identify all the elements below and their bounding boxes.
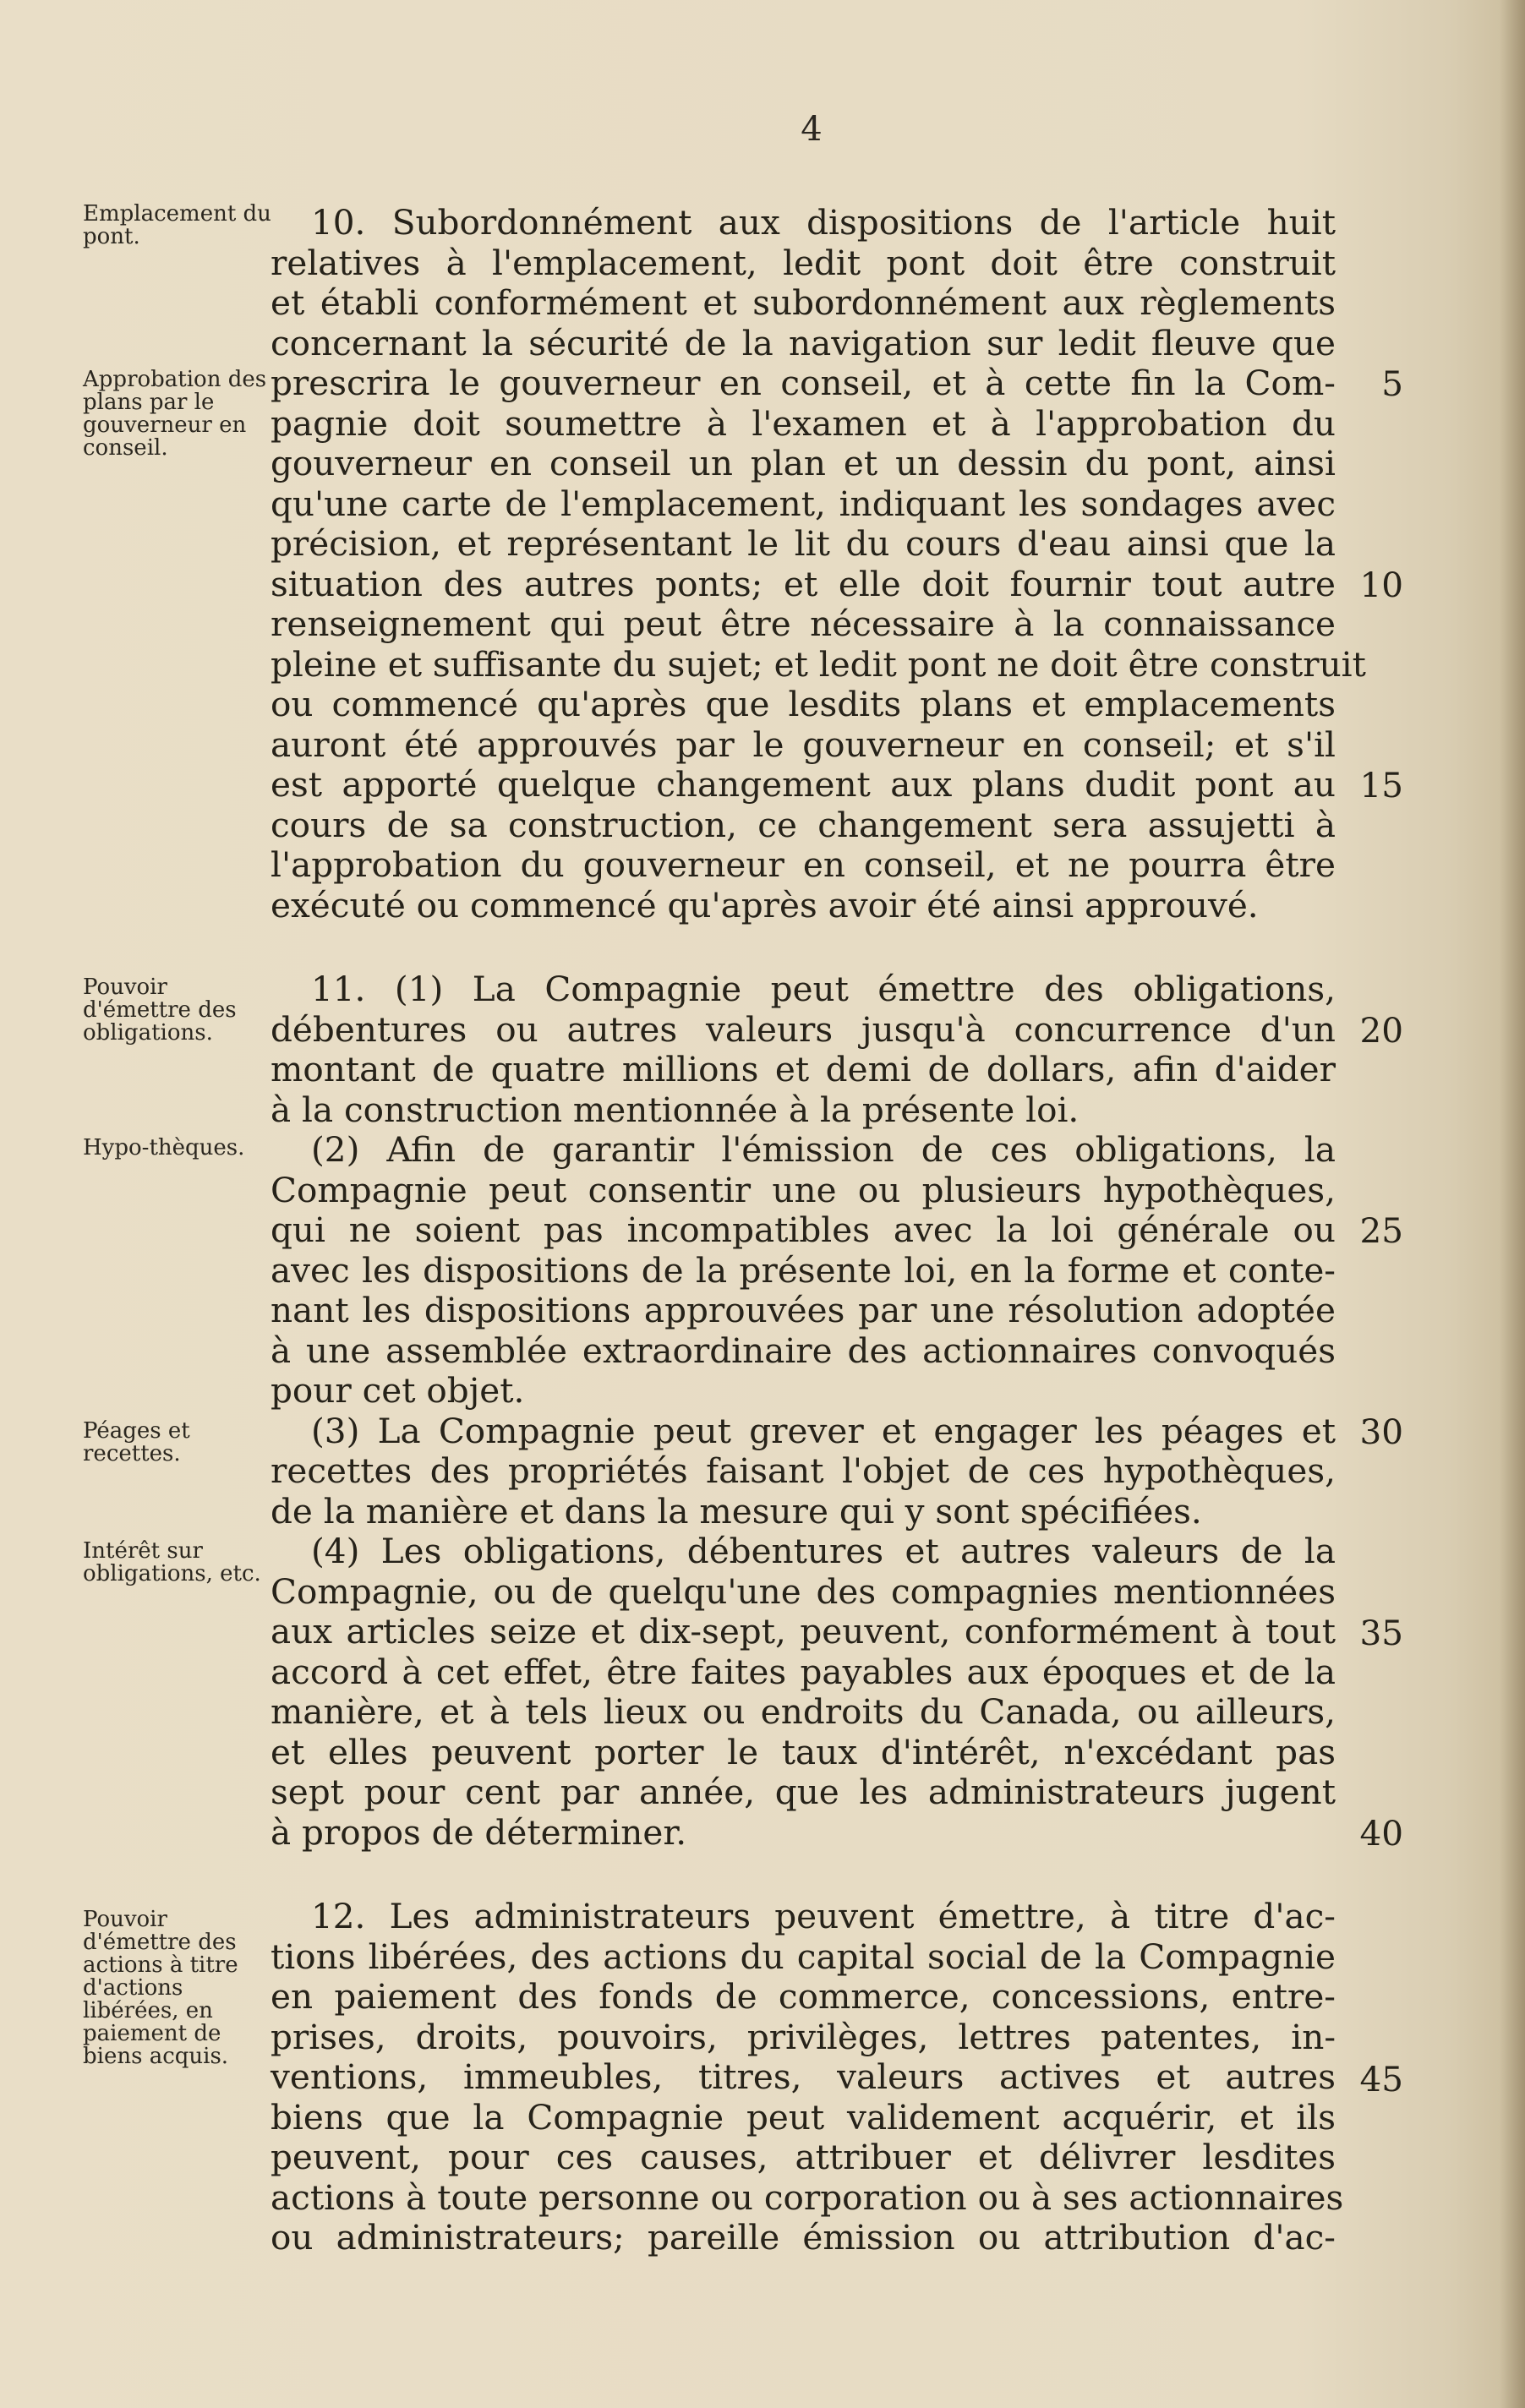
text-line: cours de sa construction, ce changement sera assujetti à [271,804,1336,845]
text-line: (3) La Compagnie peut grever et engager les péages et [311,1410,1336,1451]
line-number-15: 15 [1359,765,1403,805]
text-line: (4) Les obligations, débentures et autres valeurs de la [311,1531,1336,1571]
text-line: ventions, immeubles, titres, valeurs actives et autres [271,2056,1336,2097]
text-line: est apporté quelque changement aux plans dudit pont au [271,764,1336,805]
section-12 [271,1896,1344,2258]
text-line: relatives à l'emplacement, ledit pont doit être construit [271,242,1336,283]
text-line: Compagnie, ou de quelqu'une des compagnies mentionnées [271,1570,1336,1612]
text-line: à propos de déterminer. [271,1811,687,1853]
text-line: ou commencé qu'après que lesdits plans et emplacements [271,684,1336,724]
line-number-20: 20 [1359,1010,1403,1051]
margin-note-emplacement: Emplacement du pont. [83,201,271,249]
text-line: et établi conformément et subordonnément aux règlements [271,282,1336,323]
text-line: à la construction mentionnée à la présente loi. [271,1089,1080,1130]
body-text [271,202,1366,2258]
text-line: biens que la Compagnie peut validement acquérir, et ils [271,2096,1336,2138]
text-line: renseignement qui peut être nécessaire à la connaissance [271,603,1336,644]
section-10 [271,202,1366,926]
text-line: (2) Afin de garantir l'émission de ces obligations, la [311,1129,1336,1170]
page-edge-shadow [1500,0,1525,2408]
text-line: situation des autres ponts; et elle doit fournir tout autre [271,563,1336,604]
text-line: peuvent, pour ces causes, attribuer et délivrer lesdites [271,2137,1336,2177]
text-line: actions à toute personne ou corporation ou à ses actionnaires [271,2176,1344,2218]
text-line: exécuté ou commencé qu'après avoir été ainsi approuvé. [271,884,1259,926]
text-line: qui ne soient pas incompatibles avec la loi générale ou [271,1209,1336,1250]
line-number-45: 45 [1359,2059,1403,2099]
line-number-35: 35 [1359,1613,1403,1653]
section-11 [271,969,1336,1853]
line-number-5: 5 [1381,363,1403,404]
text-line: en paiement des fonds de commerce, concessions, entre- [271,1976,1336,2017]
text-line: pleine et suffisante du sujet; et ledit pont ne doit être construit [271,643,1366,685]
text-line: l'approbation du gouverneur en conseil, et ne pourra être [271,844,1336,885]
text-line: de la manière et dans la mesure qui y sont spécifiées. [271,1490,1202,1532]
margin-note-approbation: Approbation des plans par le gouverneur en conseil. [83,367,267,461]
line-number-25: 25 [1359,1210,1403,1251]
text-line: prescrira le gouverneur en conseil, et à cette fin la Com- [271,363,1336,403]
text-line: 10. Subordonnément aux dispositions de l'article huit [311,202,1336,243]
text-line: auront été approuvés par le gouverneur en conseil; et s'il [271,723,1336,765]
text-line: pour cet objet. [271,1370,525,1411]
margin-note-pouvoir-obligations: Pouvoir d'émettre des obligations. [83,975,237,1046]
text-line: prises, droits, pouvoirs, privilèges, lettres patentes, in- [271,2016,1336,2057]
margin-note-pouvoir-actions: Pouvoir d'émettre des actions à titre d'actions libérées, en paiement de biens acquis. [83,1907,238,2069]
line-number-30: 30 [1359,1411,1403,1452]
text-line: 11. (1) La Compagnie peut émettre des obligations, [311,969,1336,1009]
margin-note-hypotheques: Hypo-thèques. [83,1135,245,1160]
text-line: aux articles seize et dix-sept, peuvent, conformément à tout [271,1611,1336,1652]
margin-note-interet: Intérêt sur obligations, etc. [83,1538,261,1586]
text-line: Compagnie peut consentir une ou plusieurs hypothèques, [271,1169,1336,1210]
page-number: 4 [801,110,823,149]
text-line: à une assemblée extraordinaire des actionnaires convoqués [271,1330,1336,1371]
text-line: nant les dispositions approuvées par une résolution adoptée [271,1290,1336,1330]
text-line: avec les dispositions de la présente loi, en la forme et conte- [271,1249,1336,1291]
line-number-10: 10 [1359,565,1403,605]
text-line: débentures ou autres valeurs jusqu'à concurrence d'un [271,1008,1336,1050]
text-line: pagnie doit soumettre à l'examen et à l'approbation du [271,402,1336,444]
margin-note-peages: Péages et recettes. [83,1418,190,1466]
text-line: montant de quatre millions et demi de dollars, afin d'aider [271,1049,1336,1089]
text-line: précision, et représentant le lit du cours d'eau ainsi que la [271,523,1336,564]
text-line: accord à cet effet, être faites payables aux époques et de la [271,1651,1336,1692]
text-line: et elles peuvent porter le taux d'intérêt, n'excédant pas [271,1731,1336,1772]
text-line: gouverneur en conseil un plan et un dessin du pont, ainsi [271,443,1336,483]
text-line: ou administrateurs; pareille émission ou attribution d'ac- [271,2217,1336,2258]
text-line: recettes des propriétés faisant l'objet de ces hypothèques, [271,1450,1336,1491]
text-line: tions libérées, des actions du capital social de la Compagnie [271,1936,1336,1977]
text-line: 12. Les administrateurs peuvent émettre, à titre d'ac- [311,1896,1336,1936]
text-line: manière, et à tels lieux ou endroits du Canada, ou ailleurs, [271,1691,1336,1732]
text-line: qu'une carte de l'emplacement, indiquant les sondages avec [271,483,1336,524]
text-line: sept pour cent par année, que les administrateurs jugent [271,1772,1336,1812]
text-line: concernant la sécurité de la navigation sur ledit fleuve que [271,322,1336,363]
line-number-40: 40 [1359,1813,1403,1854]
